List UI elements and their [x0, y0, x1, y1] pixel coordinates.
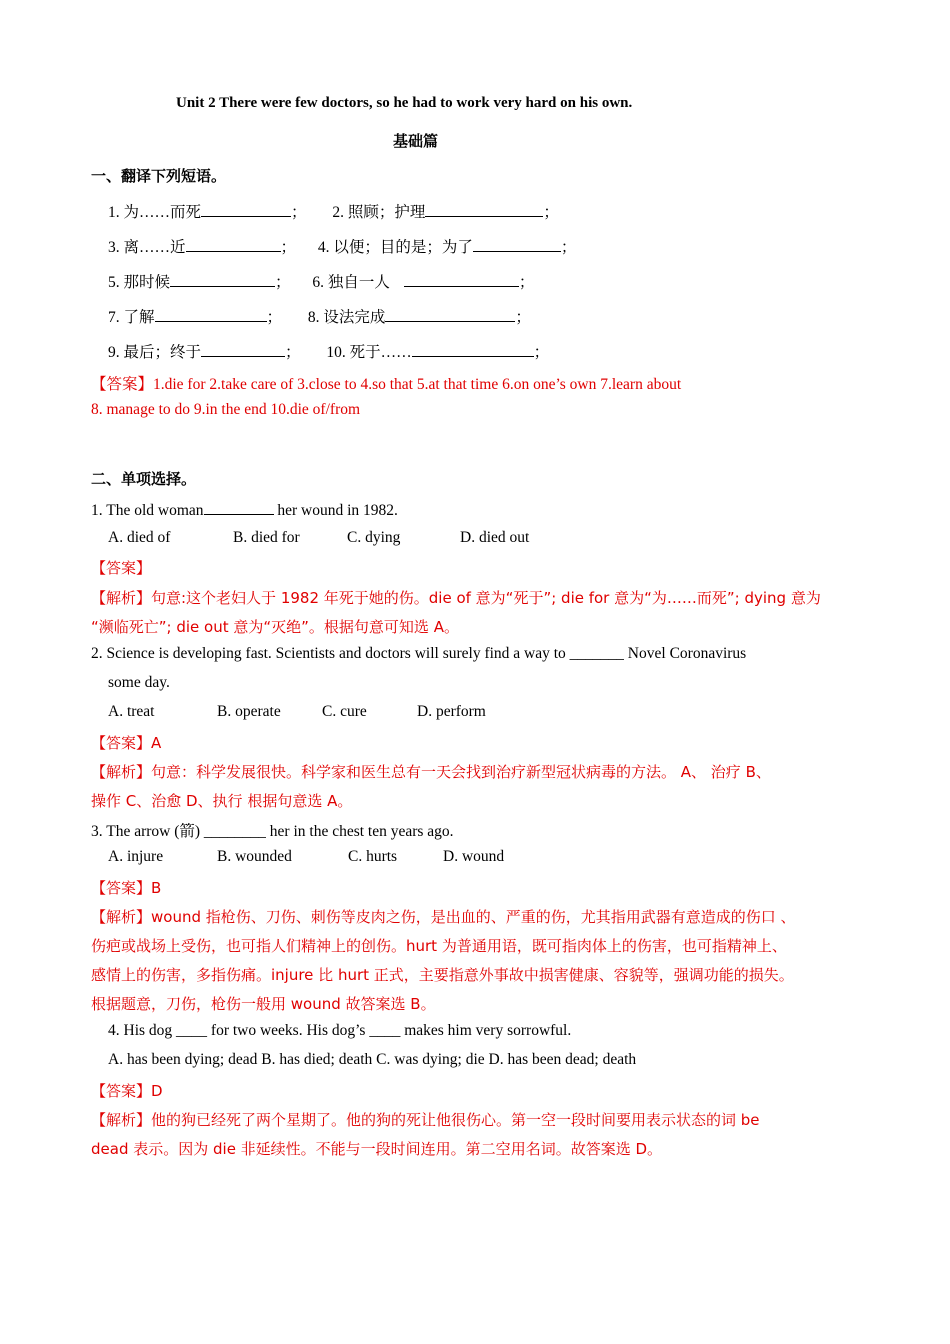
option-b: B. died for [233, 529, 300, 546]
answer-blank [155, 307, 267, 322]
answer-blank [201, 202, 291, 217]
phrase-1: 1. 为……而死 [108, 204, 202, 221]
answer-blank [473, 237, 561, 252]
separator: ； [543, 204, 559, 221]
phrase-10: 10. 死于…… [326, 344, 412, 361]
phrase-5: 5. 那时候 [108, 274, 171, 291]
question-4-options: A. has been dying; dead B. has died; death C. was dying; die D. has been dead; death [108, 1051, 637, 1068]
stem-text: her wound in 1982. [277, 502, 398, 519]
phrase-row [108, 305, 531, 327]
answer-blank [201, 342, 285, 357]
page-title: Unit 2 There were few doctors, so he had to work very hard on his own. [176, 95, 633, 111]
phrase-3: 3. 离……近 [108, 239, 186, 256]
question-2-stem-cont: some day. [108, 674, 170, 691]
section1-answer: 【答案】1.die for 2.take care of 3.close to 4.so that 5.at that time 6.on one’s own 7.learn about [91, 376, 682, 393]
option-d: D. died out [460, 529, 530, 546]
answer-blank [385, 307, 515, 322]
question-3-answer: 【答案】B [91, 879, 162, 897]
question-2-analysis: 【解析】句意：科学发展很快。科学家和医生总有一天会找到治疗新型冠状病毒的方法。 A、 治疗 B、 [91, 763, 771, 781]
section2-heading: 二、单项选择。 [91, 470, 197, 488]
option-d: D. perform [417, 703, 486, 720]
phrase-7: 7. 了解 [108, 309, 155, 326]
separator: ； [560, 239, 577, 256]
option-a: A. died of [108, 529, 171, 546]
answer-blank [204, 500, 274, 515]
option-b: B. operate [217, 703, 281, 720]
section1-answer-cont: 8. manage to do 9.in the end 10.die of/from [91, 401, 361, 418]
answer-blank [425, 202, 543, 217]
phrase-row [108, 340, 549, 362]
option-a: A. treat [108, 703, 155, 720]
question-2-answer: 【答案】A [91, 734, 162, 752]
separator: ； [518, 274, 535, 291]
option-b: B. wounded [217, 848, 292, 865]
separator: ； [266, 309, 283, 326]
phrase-row [108, 235, 576, 257]
question-1-analysis-cont: “濒临死亡”; die out 意为“灭绝”。根据句意可知选 A。 [91, 618, 459, 636]
question-1-stem [91, 500, 398, 520]
page-subtitle: 基础篇 [393, 132, 439, 150]
separator: ； [291, 204, 307, 221]
phrase-6: 6. 独自一人 [312, 274, 390, 291]
answer-blank [186, 237, 281, 252]
separator: ； [280, 239, 297, 256]
option-c: C. dying [347, 529, 401, 546]
question-3-analysis-cont: 根据题意，刀伤，枪伤一般用 wound 故答案选 B。 [91, 995, 436, 1013]
question-4-stem: 4. His dog ____ for two weeks. His dog’s ____ makes him very sorrowful. [108, 1022, 572, 1039]
answer-blank [170, 272, 275, 287]
question-2-analysis-cont: 操作 C、治愈 D、执行 根据句意选 A。 [91, 792, 353, 810]
answer-blank [412, 342, 534, 357]
question-4-answer: 【答案】D [91, 1082, 163, 1100]
phrase-row [108, 270, 534, 292]
option-c: C. cure [322, 703, 367, 720]
question-1-analysis: 【解析】句意:这个老妇人于 1982 年死于她的伤。die of 意为“死于”; die for 意为“为……而死”; dying 意为 [91, 589, 821, 607]
phrase-4: 4. 以便；目的是；为了 [317, 239, 473, 256]
question-1-answer: 【答案】 [91, 559, 152, 577]
answer-blank [404, 272, 519, 287]
option-c: C. hurts [348, 848, 398, 865]
stem-text: 1. The old woman [91, 502, 204, 519]
phrase-row [108, 200, 559, 222]
question-4-analysis-cont: dead 表示。因为 die 非延续性。不能与一段时间连用。第二空用名词。故答案选 D。 [91, 1140, 663, 1158]
section1-heading: 一、翻译下列短语。 [91, 167, 227, 185]
option-a: A. injure [108, 848, 164, 865]
phrase-2: 2. 照顾；护理 [332, 204, 426, 221]
separator: ； [285, 344, 301, 361]
option-d: D. wound [443, 848, 505, 865]
question-2-stem: 2. Science is developing fast. Scientists and doctors will surely find a way to _______ Novel Coronavirus [91, 645, 747, 662]
question-3-stem: 3. The arrow (箭) ________ her in the chest ten years ago. [91, 823, 454, 840]
question-3-analysis-cont: 伤疤或战场上受伤，也可指人们精神上的创伤。hurt 为普通用语，既可指肉体上的伤害，也可指精神上、 [91, 937, 787, 955]
separator: ； [515, 309, 531, 326]
question-3-analysis-cont: 感情上的伤害，多指伤痛。injure 比 hurt 正式，主要指意外事故中损害健康、容貌等，强调功能的损失。 [91, 966, 794, 984]
question-3-analysis: 【解析】wound 指枪伤、刀伤、刺伤等皮肉之伤，是出血的、严重的伤，尤其指用武器有意造成的伤口 、 [91, 908, 796, 926]
separator: ； [533, 344, 550, 361]
phrase-9: 9. 最后；终于 [108, 344, 202, 361]
question-4-analysis: 【解析】他的狗已经死了两个星期了。他的狗的死让他很伤心。第一空一段时间要用表示状态的词 be [91, 1111, 760, 1129]
phrase-8: 8. 设法完成 [307, 309, 386, 326]
separator: ； [275, 274, 291, 291]
